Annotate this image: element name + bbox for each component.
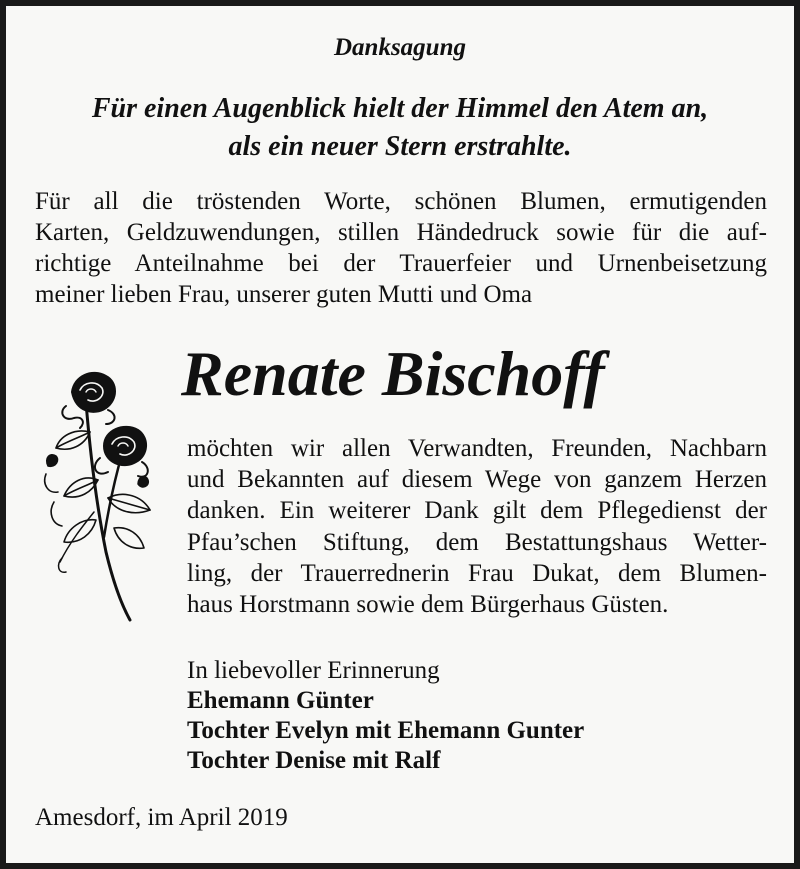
signature-intro: In liebevoller Erinnerung [187,657,440,684]
intro-line: Karten, Geldzuwendungen, stillen Händedruck sowie für die auf- [35,219,767,246]
intro-text [35,186,767,310]
signer-name: Tochter Evelyn mit Ehemann Gunter [187,717,585,744]
signer-name: Tochter Denise mit Ralf [187,747,441,774]
intro-line: meiner lieben Frau, unserer guten Mutti und Oma [35,281,533,308]
motto-line: Für einen Augenblick hielt der Himmel den Atem an, [91,93,709,124]
obituary-notice [6,6,794,863]
signature-block [187,656,584,776]
thanks-line: ling, der Trauerrednerin Frau Dukat, dem Blumen- [187,559,767,587]
thanks-line: und Bekannten auf diesem Wege von ganzem Herzen [187,466,767,494]
thanks-line: Pfau’schen Stiftung, dem Bestattungshaus Wetter- [187,528,767,556]
thanks-text [187,433,767,620]
rose-icon [34,362,160,624]
signer-name: Ehemann Günter [187,687,374,714]
heading: Danksagung [334,34,466,61]
thanks-line: haus Horstmann sowie dem Bürgerhaus Güsten. [187,591,669,619]
motto [6,90,794,166]
thanks-line: möchten wir allen Verwandten, Freunden, Nachbarn [187,435,767,462]
deceased-name: Renate Bischoff [181,338,605,409]
intro-line: richtige Anteilnahme bei der Trauerfeier und Urnenbeisetzung [35,250,767,277]
intro-line: Für all die tröstenden Worte, schönen Blumen, ermutigenden [35,188,767,215]
thanks-line: danken. Ein weiterer Dank gilt dem Pflegedienst der [187,497,767,525]
motto-line: als ein neuer Stern erstrahlte. [228,131,572,162]
place-date: Amesdorf, im April 2019 [35,804,288,831]
